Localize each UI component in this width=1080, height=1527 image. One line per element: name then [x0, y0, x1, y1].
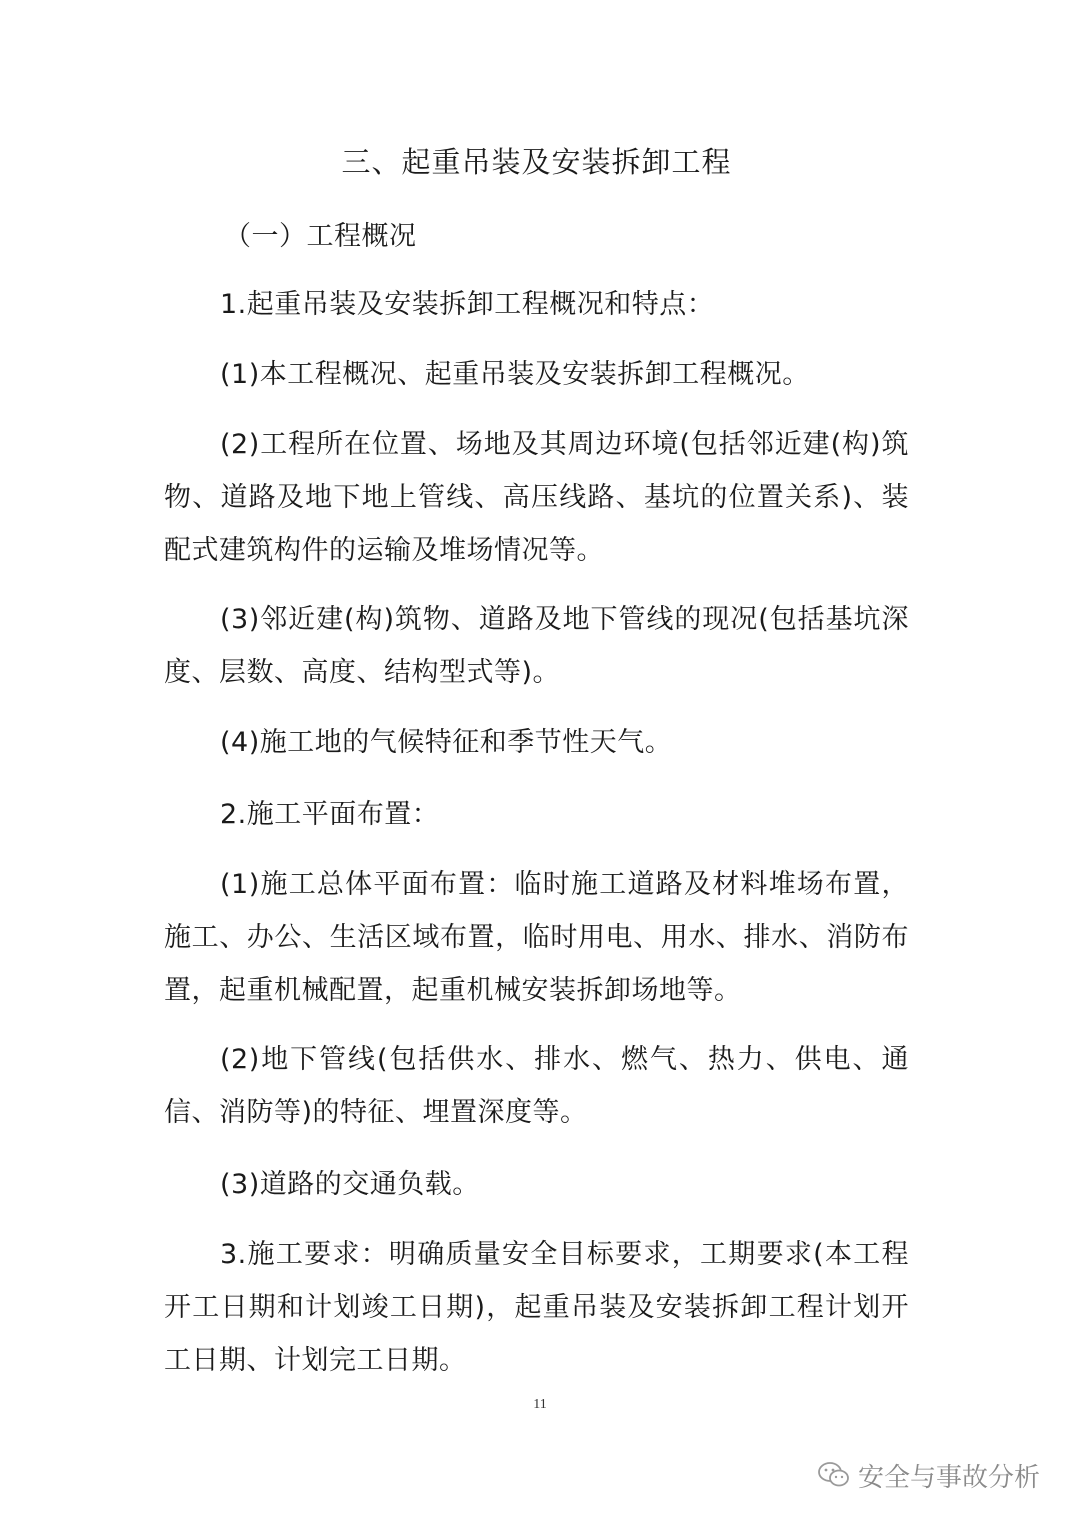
watermark	[818, 1455, 1040, 1495]
paragraph-6: 2.施工平面布置：	[220, 799, 440, 830]
paragraph-3: (2)工程所在位置、场地及其周边环境(包括邻近建(构)筑物、道路及地下地上管线、高压线路、基坑的位置关系)、装配式建筑构件的运输及堆场情况等。	[164, 429, 909, 566]
paragraph-10: 3.施工要求：明确质量安全目标要求，工期要求(本工程开工日期和计划竣工日期)，起重吊装及安装拆卸工程计划开工日期、计划完工日期。	[164, 1239, 909, 1376]
paragraph-9: (3)道路的交通负载。	[220, 1169, 480, 1200]
page-title: 三、起重吊装及安装拆卸工程	[341, 145, 732, 179]
paragraph-1: 1.起重吊装及安装拆卸工程概况和特点：	[220, 289, 715, 320]
watermark-text: 安全与事故分析	[858, 1462, 1041, 1493]
wechat-icon	[818, 1461, 850, 1489]
paragraph-7: (1)施工总体平面布置：临时施工道路及材料堆场布置，施工、办公、生活区域布置，临时用电、用水、排水、消防布置，起重机械配置，起重机械安装拆卸场地等。	[164, 869, 909, 1006]
paragraph-2: (1)本工程概况、起重吊装及安装拆卸工程概况。	[220, 359, 810, 390]
paragraph-4: (3)邻近建(构)筑物、道路及地下管线的现况(包括基坑深度、层数、高度、结构型式等)。	[164, 604, 909, 688]
section-heading: （一）工程概况	[224, 221, 417, 252]
paragraph-5: (4)施工地的气候特征和季节性天气。	[220, 727, 673, 758]
paragraph-8: (2)地下管线(包括供水、排水、燃气、热力、供电、通信、消防等)的特征、埋置深度等。	[164, 1044, 909, 1128]
page-number: 11	[533, 1397, 547, 1412]
